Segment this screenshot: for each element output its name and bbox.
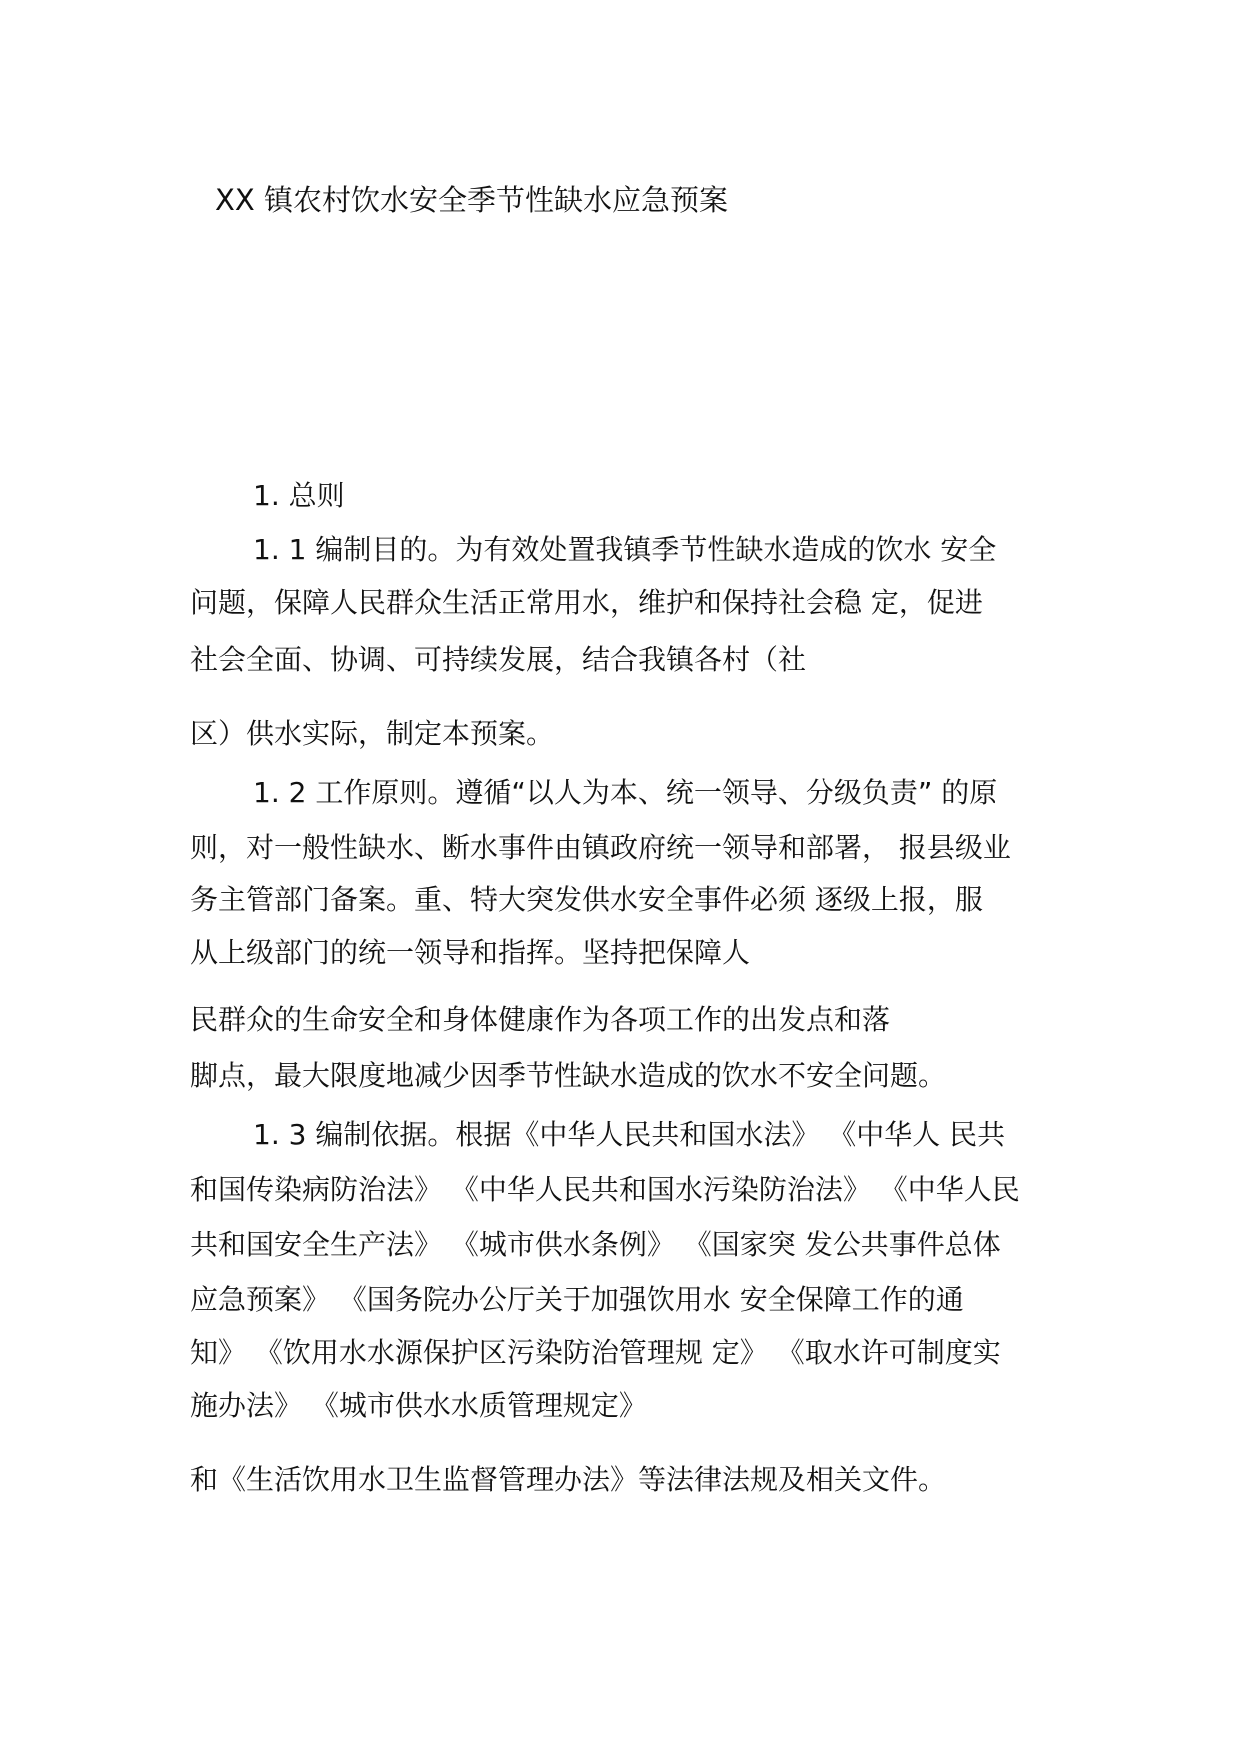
paragraph-line: 1. 1 编制目的。为有效处置我镇季节性缺水造成的饮水 安全 <box>253 533 997 566</box>
paragraph-line: 知》 《饮用水水源保护区污染防治管理规 定》 《取水许可制度实 <box>190 1336 1001 1369</box>
paragraph-line: 施办法》 《城市供水水质管理规定》 <box>190 1389 647 1422</box>
paragraph-line: 区）供水实际，制定本预案。 <box>190 717 555 750</box>
paragraph-line: 民群众的生命安全和身体健康作为各项工作的出发点和落 <box>190 1003 891 1036</box>
paragraph-line: 和《生活饮用水卫生监督管理办法》等法律法规及相关文件。 <box>190 1463 947 1496</box>
paragraph-line: 1. 3 编制依据。根据《中华人民共和国水法》 《中华人 民共 <box>253 1118 1006 1151</box>
document-title: XX 镇农村饮水安全季节性缺水应急预案 <box>215 183 728 217</box>
paragraph-line: 和国传染病防治法》 《中华人民共和国水污染防治法》 《中华人民 <box>190 1173 1020 1206</box>
paragraph-line: 问题，保障人民群众生活正常用水，维护和保持社会稳 定，促进 <box>190 586 983 619</box>
paragraph-line: 应急预案》 《国务院办公厅关于加强饮用水 安全保障工作的通 <box>190 1283 964 1316</box>
paragraph-line: 社会全面、协调、可持续发展，结合我镇各村（社 <box>190 643 807 676</box>
paragraph-line: 则，对一般性缺水、断水事件由镇政府统一领导和部署， 报县级业 <box>190 831 1011 864</box>
paragraph-line: 共和国安全生产法》 《城市供水条例》 《国家突 发公共事件总体 <box>190 1228 1001 1261</box>
section-heading: 1. 总则 <box>253 479 345 512</box>
paragraph-line: 从上级部门的统一领导和指挥。坚持把保障人 <box>190 936 751 969</box>
paragraph-line: 脚点，最大限度地减少因季节性缺水造成的饮水不安全问题。 <box>190 1059 947 1092</box>
paragraph-line: 务主管部门备案。重、特大突发供水安全事件必须 逐级上报，服 <box>190 883 983 916</box>
paragraph-line: 1. 2 工作原则。遵循“以人为本、统一领导、分级负责” 的原 <box>253 776 998 809</box>
